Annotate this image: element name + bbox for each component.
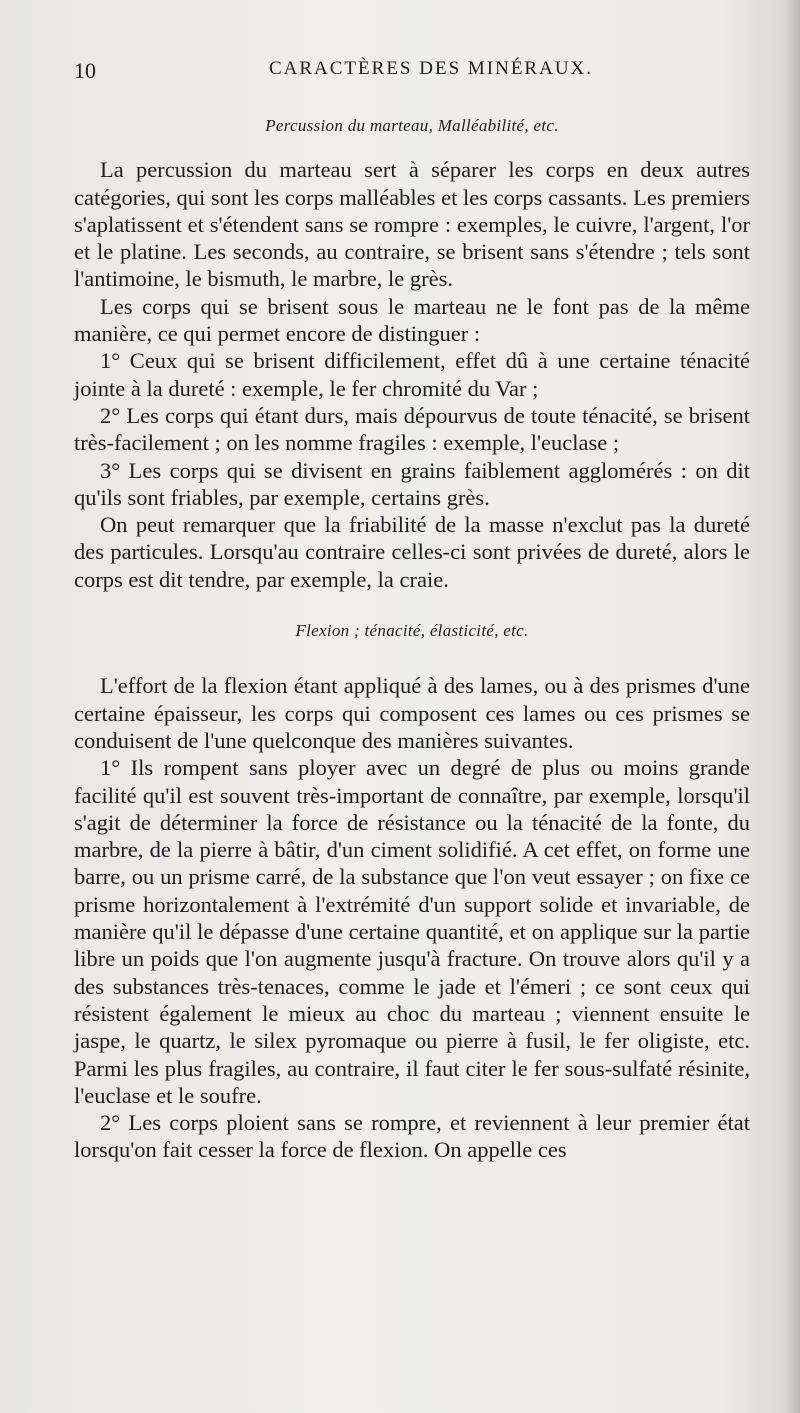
page-header — [74, 58, 748, 88]
paragraph: On peut remarquer que la friabilité de la masse n'exclut pas la dureté des particules. Lorsqu'au contraire celles-ci sont privées de dureté, alors le corps est dit tendre, par exemple, la craie. — [74, 512, 750, 592]
paragraph: 1° Ils rompent sans ployer avec un degré de plus ou moins grande facilité qu'il est souvent très-important de connaître, par exemple, lorsqu'il s'agit de déterminer la force de résistance ou la ténacité de la fonte, du marbre, de la pierre à bâtir, d'un ciment solidifié. A cet effet, on forme une barre, ou un prisme carré, de la substance que l'on veut essayer ; on fixe ce prisme horizontalement à l'extrémité d'un support solide et invariable, de manière qu'il le dépasse d'une certaine quantité, et on applique sur la partie libre un poids que l'on augmente jusqu'à fracture. On trouve alors qu'il y a des substances très-tenaces, comme le jade et l'émeri ; ce sont ceux qui résistent également le mieux au choc du marteau ; viennent ensuite le jaspe, le quartz, le silex pyromaque ou pierre à fusil, le fer oligiste, etc. Parmi les plus fragiles, au contraire, il faut citer le fer sous-sulfaté résinite, l'euclase et le soufre. — [74, 755, 750, 1108]
paragraph: 2° Les corps ploient sans se rompre, et reviennent à leur premier état lorsqu'on fait cesser la force de flexion. On appelle ces — [74, 1110, 750, 1163]
section-title-percussion: Percussion du marteau, Malléabilité, etc. — [265, 116, 559, 135]
running-title: CARACTÈRES DES MINÉRAUX. — [268, 58, 594, 79]
paragraph: 3° Les corps qui se divisent en grains faiblement agglomérés : on dit qu'ils sont friables, par exemple, certains grès. — [74, 457, 750, 510]
paragraph: La percussion du marteau sert à séparer les corps en deux autres catégories, qui sont les corps malléables et les corps cassants. Les premiers s'aplatissent et s'étendent sans se rompre : exemples, le cuivre, l'argent, l'or et le platine. Les seconds, au contraire, se brisent sans s'étendre ; tels sont l'antimoine, le bismuth, le marbre, le grès. — [74, 157, 750, 292]
paragraph: L'effort de la flexion étant appliqué à des lames, ou à des prismes d'une certaine épaisseur, les corps qui composent ces lames ou ces prismes se conduisent de l'une quelconque des manières suivantes. — [74, 673, 750, 753]
page-body — [74, 112, 750, 1164]
paragraph: 2° Les corps qui étant durs, mais dépourvus de toute ténacité, se brisent très-facilement ; on les nomme fragiles : exemple, l'euclase ; — [74, 402, 750, 456]
paragraph: 1° Ceux qui se brisent difficilement, effet dû à une certaine ténacité jointe à la dureté : exemple, le fer chromité du Var ; — [74, 348, 750, 401]
section-title-flexion: Flexion ; ténacité, élasticité, etc. — [295, 621, 529, 641]
paragraph: Les corps qui se brisent sous le marteau ne le font pas de la même manière, ce qui permet encore de distinguer : — [74, 293, 750, 347]
page-number: 10 — [74, 58, 96, 83]
